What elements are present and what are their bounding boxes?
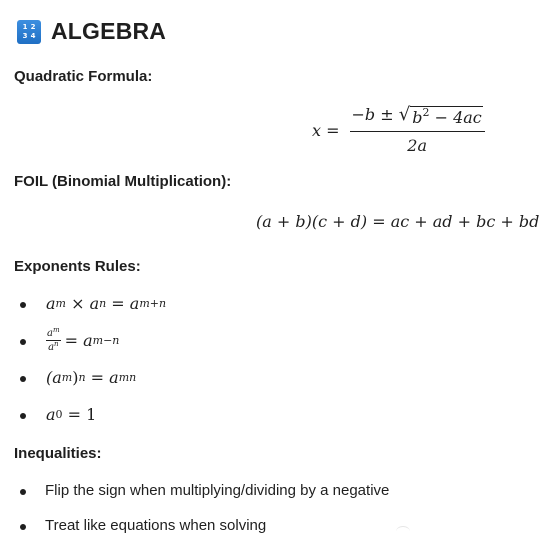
quadratic-numerator bbox=[350, 105, 485, 132]
rule-text: a bbox=[109, 368, 119, 387]
list-item: $\frac{a^m}{a^n}$ = a m−n bbox=[20, 322, 166, 359]
icon-digit: 3 bbox=[22, 31, 28, 40]
foil-formula: (a + b)(c + d) = ac + ad + bc + bd bbox=[256, 212, 540, 231]
rule-exp: m bbox=[52, 326, 60, 334]
quadratic-lhs: x = bbox=[312, 120, 340, 140]
rule-text: a bbox=[46, 294, 56, 313]
rule-text: a bbox=[47, 328, 53, 339]
exponent-fraction bbox=[46, 328, 61, 353]
bullet bbox=[20, 339, 26, 345]
list-item: a m × a n = a m+n bbox=[20, 285, 166, 322]
inequalities-heading: Inequalities: bbox=[14, 445, 102, 462]
bullet bbox=[20, 413, 26, 419]
list-item-text: Treat like equations when solving bbox=[45, 517, 267, 534]
square-root bbox=[399, 106, 483, 127]
list-item bbox=[20, 508, 389, 543]
rule-text: a bbox=[48, 342, 55, 353]
rule-exp: n bbox=[54, 340, 59, 348]
rule-text: = 1 bbox=[62, 405, 97, 424]
list-item bbox=[20, 473, 389, 508]
rule-operator: × bbox=[65, 294, 90, 313]
rule-text: a bbox=[83, 331, 93, 350]
input-numbers-icon bbox=[17, 20, 41, 44]
rule-text: (a bbox=[46, 368, 62, 387]
numerator-prefix: −b ± bbox=[351, 105, 394, 124]
radical-icon: √ bbox=[398, 104, 411, 125]
icon-digit: 2 bbox=[30, 22, 36, 31]
exponents-heading: Exponents Rules: bbox=[14, 258, 141, 275]
rule-text: ) bbox=[72, 368, 79, 387]
rule-text: a bbox=[46, 405, 56, 424]
rule-text: a bbox=[89, 294, 100, 313]
list-item: a 0 = 1 bbox=[20, 396, 166, 433]
foil-heading: FOIL (Binomial Multiplication): bbox=[14, 173, 232, 190]
radicand-b: b bbox=[412, 108, 423, 127]
radicand bbox=[410, 106, 483, 127]
rule-operator: = bbox=[64, 331, 84, 350]
bullet bbox=[20, 524, 26, 530]
bullet bbox=[20, 376, 26, 382]
title-row bbox=[17, 18, 166, 45]
faint-arc-mark bbox=[396, 526, 410, 537]
rule-operator: = bbox=[85, 368, 110, 387]
list-item: (a m ) n = a mn bbox=[20, 359, 166, 396]
radicand-exp: 2 bbox=[422, 106, 430, 119]
bullet bbox=[20, 489, 26, 495]
quadratic-heading: Quadratic Formula: bbox=[14, 68, 153, 85]
radicand-rest: − 4ac bbox=[429, 108, 482, 127]
list-item-text: Flip the sign when multiplying/dividing by a negative bbox=[45, 482, 390, 499]
page-title: ALGEBRA bbox=[51, 18, 167, 44]
quadratic-formula bbox=[312, 105, 485, 155]
quadratic-denominator: 2a bbox=[407, 136, 427, 155]
exponent-rules-list bbox=[20, 285, 166, 433]
icon-digit: 4 bbox=[30, 31, 36, 40]
icon-digit: 1 bbox=[22, 22, 28, 31]
rule-operator: = bbox=[106, 294, 130, 313]
rule-text: a bbox=[129, 294, 140, 313]
quadratic-fraction bbox=[350, 105, 485, 155]
fraction-denominator bbox=[48, 341, 58, 353]
inequalities-list bbox=[20, 473, 389, 543]
bullet bbox=[20, 302, 26, 308]
